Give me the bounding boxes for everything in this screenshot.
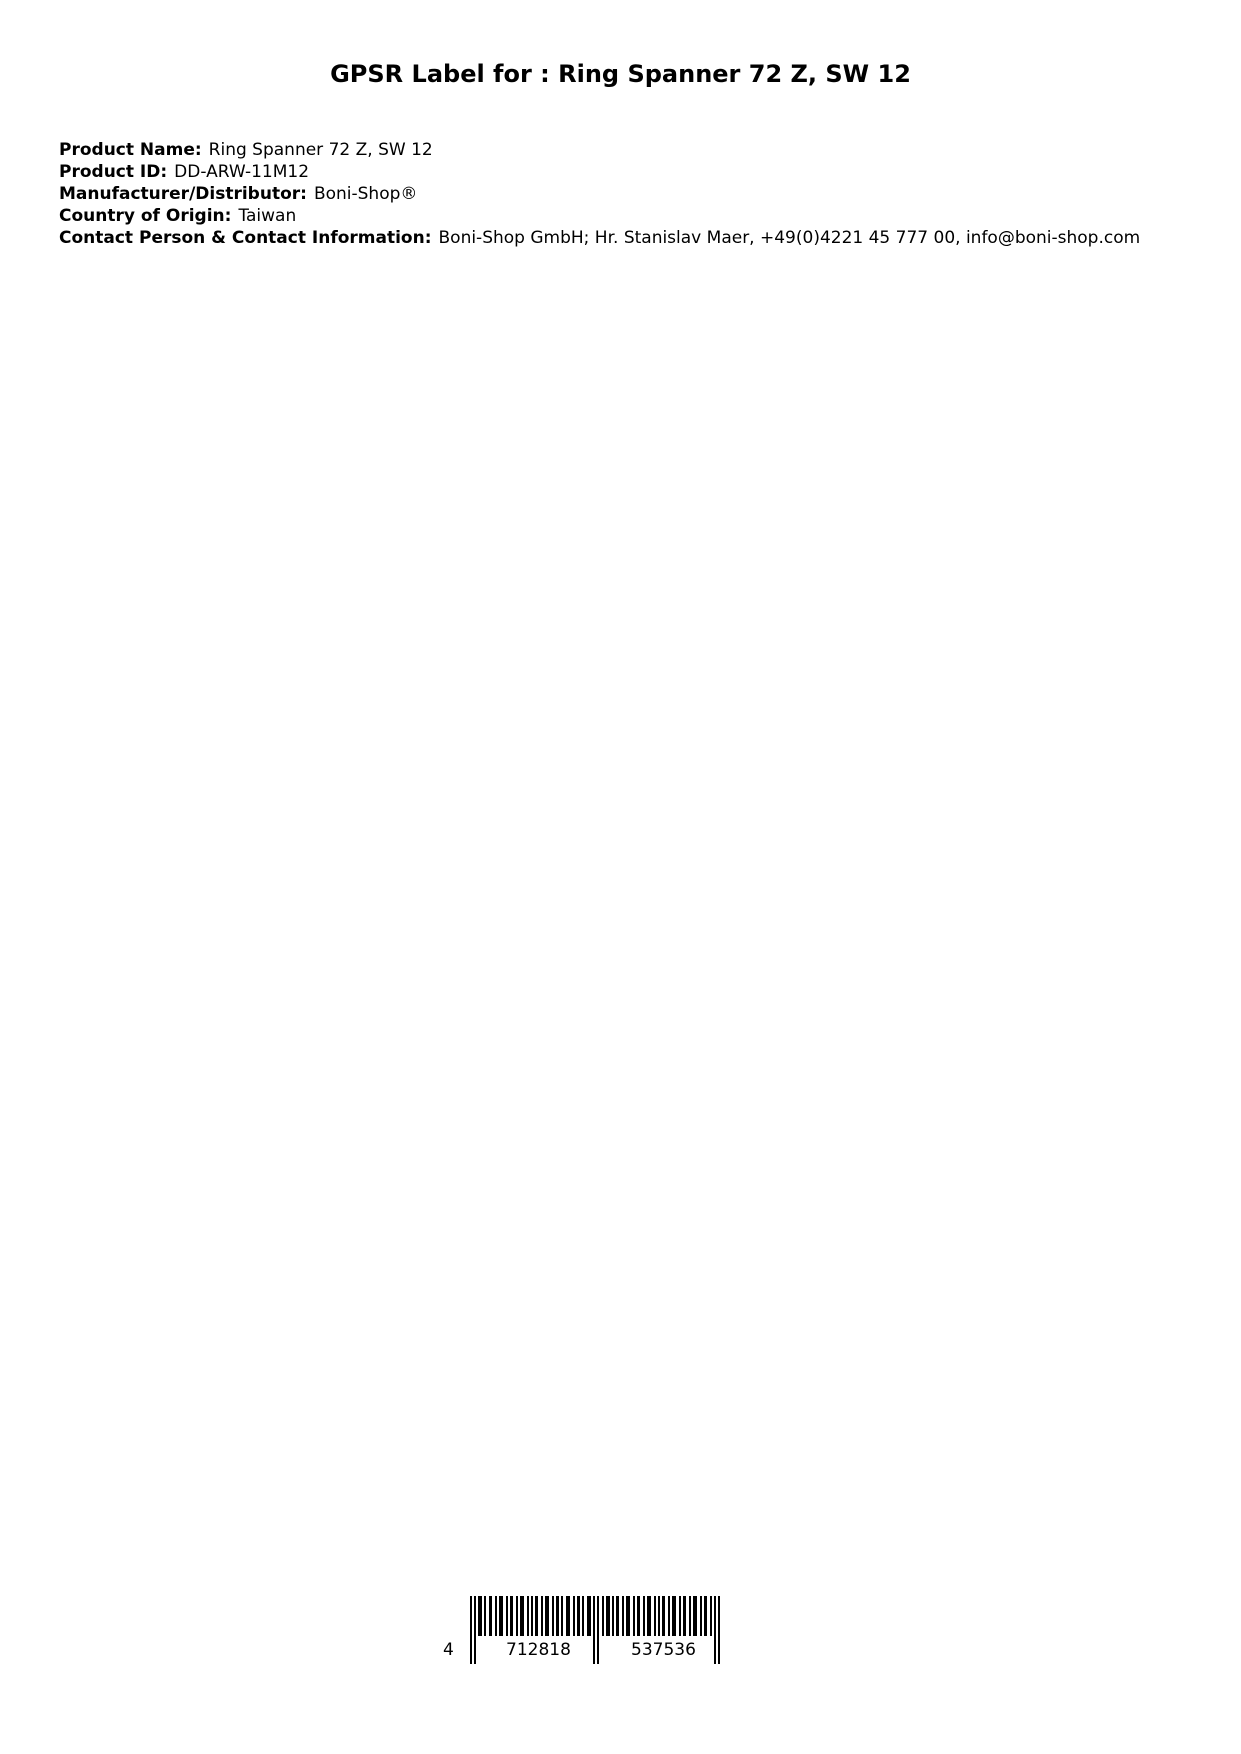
product-id-value: DD-ARW-11M12 bbox=[174, 162, 310, 182]
barcode bbox=[440, 1596, 750, 1664]
origin-row bbox=[59, 205, 1179, 227]
product-info bbox=[59, 139, 1179, 249]
origin-value: Taiwan bbox=[238, 206, 297, 226]
product-name-value: Ring Spanner 72 Z, SW 12 bbox=[208, 140, 433, 160]
manufacturer-value: Boni-Shop® bbox=[313, 184, 418, 204]
manufacturer-label: Manufacturer/Distributor: bbox=[59, 184, 307, 204]
product-id-label: Product ID: bbox=[59, 162, 168, 182]
product-id-row bbox=[59, 161, 1179, 183]
contact-row bbox=[59, 227, 1179, 249]
manufacturer-row bbox=[59, 183, 1179, 205]
page-title: GPSR Label for : Ring Spanner 72 Z, SW 12 bbox=[330, 60, 911, 88]
contact-label: Contact Person & Contact Information: bbox=[59, 228, 432, 248]
product-name-row bbox=[59, 139, 1179, 161]
product-name-label: Product Name: bbox=[59, 140, 202, 160]
barcode-digits-group-1: 712818 bbox=[506, 1640, 571, 1660]
barcode-digits-group-2: 537536 bbox=[631, 1640, 696, 1660]
barcode-lead-digit: 4 bbox=[443, 1640, 454, 1660]
contact-value: Boni-Shop GmbH; Hr. Stanislav Maer, +49(0)4221 45 777 00, info@boni-shop.com bbox=[438, 228, 1141, 248]
origin-label: Country of Origin: bbox=[59, 206, 232, 226]
